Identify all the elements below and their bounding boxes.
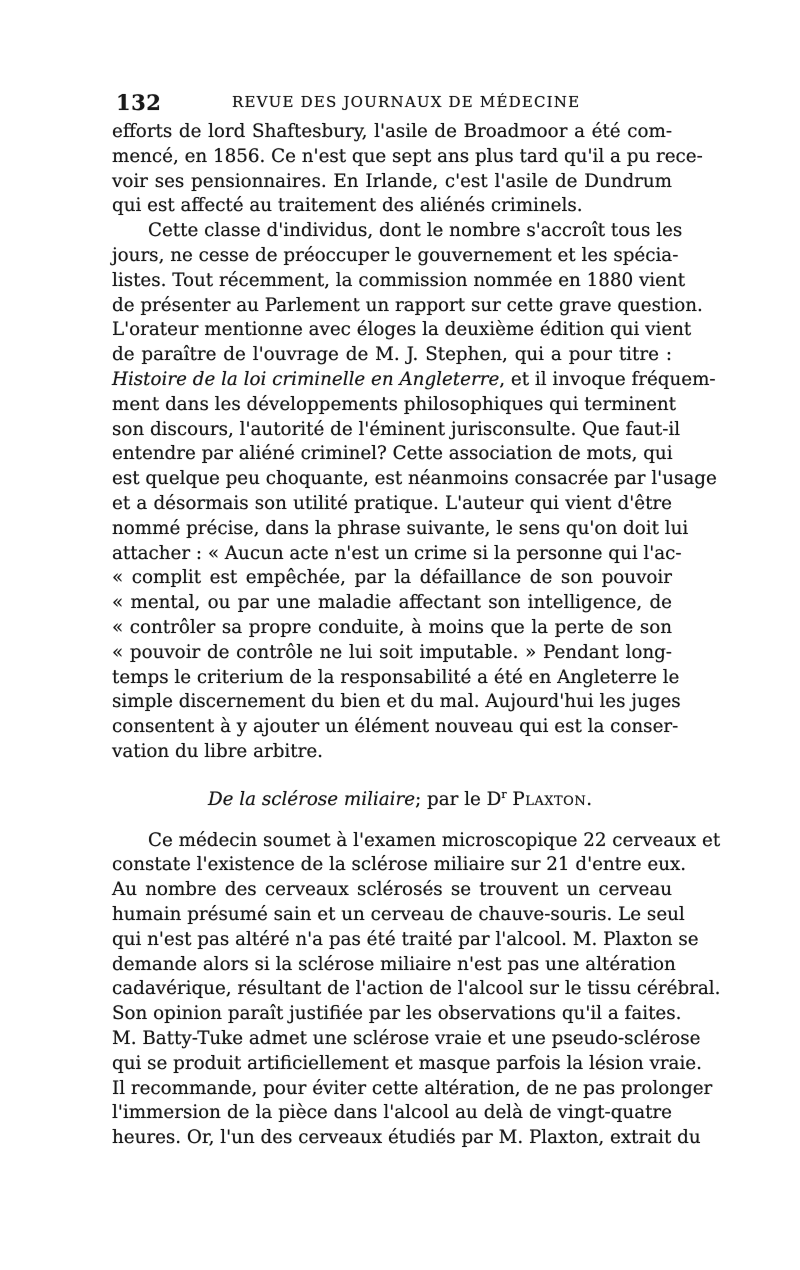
section-heading — [112, 783, 672, 813]
text-line: cadavérique, résultant de l'action de l'alcool sur le tissu cérébral. — [112, 978, 721, 1000]
paragraph-3 — [112, 829, 721, 1151]
text-line: heures. Or, l'un des cerveaux étudiés par M. Plaxton, extrait du — [112, 1127, 701, 1149]
text-line: consentent à y ajouter un élément nouveau qui est la conser- — [112, 716, 679, 738]
page-number: 132 — [116, 90, 162, 115]
paragraph-2 — [112, 219, 717, 765]
text-line: L'orateur mentionne avec éloges la deuxième édition qui vient — [112, 319, 692, 341]
text-line: jours, ne cesse de préoccuper le gouvernement et les spécia- — [112, 244, 679, 266]
text-line: simple discernement du bien et du mal. Aujourd'hui les juges — [112, 691, 681, 713]
book-page — [112, 90, 721, 1151]
text-line: attacher : « Aucun acte n'est un crime si la personne qui l'ac- — [112, 542, 682, 564]
text-line: « contrôler sa propre conduite, à moins que la perte de son — [112, 616, 672, 638]
section-byline: ; par le D — [415, 788, 502, 810]
text-line: mencé, en 1856. Ce n'est que sept ans plus tard qu'il a pu rece- — [112, 145, 703, 167]
text-line: de présenter au Parlement un rapport sur cette grave question. — [112, 294, 703, 316]
text-line: Il recommande, pour éviter cette altération, de ne pas prolonger — [112, 1077, 713, 1099]
text-line: et a désormais son utilité pratique. L'auteur qui vient d'être — [112, 492, 672, 514]
text-line: « pouvoir de contrôle ne lui soit imputable. » Pendant long- — [112, 641, 672, 663]
text-line: de paraître de l'ouvrage de M. J. Stephen, qui a pour titre : — [112, 344, 672, 366]
text-line: « mental, ou par une maladie affectant son intelligence, de — [112, 592, 672, 614]
text-line: est quelque peu choquante, est néanmoins consacrée par l'usage — [112, 468, 717, 490]
text-line: vation du libre arbitre. — [112, 740, 323, 762]
paragraph-1 — [112, 120, 703, 219]
text-line: qui n'est pas altéré n'a pas été traité par l'alcool. M. Plaxton se — [112, 928, 699, 950]
running-title: REVUE DES JOURNAUX DE MÉDECINE — [232, 93, 581, 111]
text-line: l'immersion de la pièce dans l'alcool au delà de vingt-quatre — [112, 1102, 672, 1124]
text-line: voir ses pensionnaires. En Irlande, c'est l'asile de Dundrum — [112, 170, 672, 192]
text-line: Cette classe d'individus, dont le nombre s'accroît tous les — [148, 220, 683, 242]
text-line: temps le criterium de la responsabilité a été en Angleterre le — [112, 666, 680, 688]
text-line: humain présumé sain et un cerveau de chauve-souris. Le seul — [112, 904, 685, 925]
book-title: Histoire de la loi criminelle en Angleterre — [112, 368, 500, 390]
text-line: « complit est empêchée, par la défaillance de son pouvoir — [112, 567, 672, 589]
section-title: De la sclérose miliaire — [208, 788, 416, 810]
section-author: Plaxton. — [512, 788, 593, 810]
text-line: Au nombre des cerveaux sclérosés se trouvent un cerveau — [112, 879, 672, 901]
text-line: qui se produit artificiellement et masque parfois la lésion vraie. — [112, 1052, 702, 1074]
text-line: ment dans les développements philosophiques qui terminent — [112, 393, 677, 415]
text-line: Histoire de la loi criminelle en Angleterre, et il invoque fréquem- — [112, 368, 716, 390]
text-line: efforts de lord Shaftesbury, l'asile de Broadmoor a été com- — [112, 121, 672, 142]
text-line: M. Batty-Tuke admet une sclérose vraie et une pseudo-sclérose — [112, 1027, 701, 1049]
text-line: qui est affecté au traitement des aliénés criminels. — [112, 195, 583, 217]
text-line: constate l'existence de la sclérose miliaire sur 21 d'entre eux. — [112, 854, 687, 876]
running-head — [112, 90, 672, 118]
text-line: listes. Tout récemment, la commission nommée en 1880 vient — [112, 269, 686, 291]
text-line: demande alors si la sclérose miliaire n'est pas une altération — [112, 953, 676, 975]
text-line: son discours, l'autorité de l'éminent jurisconsulte. Que faut-il — [112, 418, 681, 440]
text-line: nommé précise, dans la phrase suivante, le sens qu'on doit lui — [112, 517, 689, 539]
text-line: Ce médecin soumet à l'examen microscopique 22 cerveaux et — [148, 829, 721, 851]
text-line: Son opinion paraît justifiée par les observations qu'il a faites. — [112, 1003, 682, 1025]
text-line: entendre par aliéné criminel? Cette association de mots, qui — [112, 443, 673, 465]
title-abbrev-sup: r — [501, 787, 507, 801]
